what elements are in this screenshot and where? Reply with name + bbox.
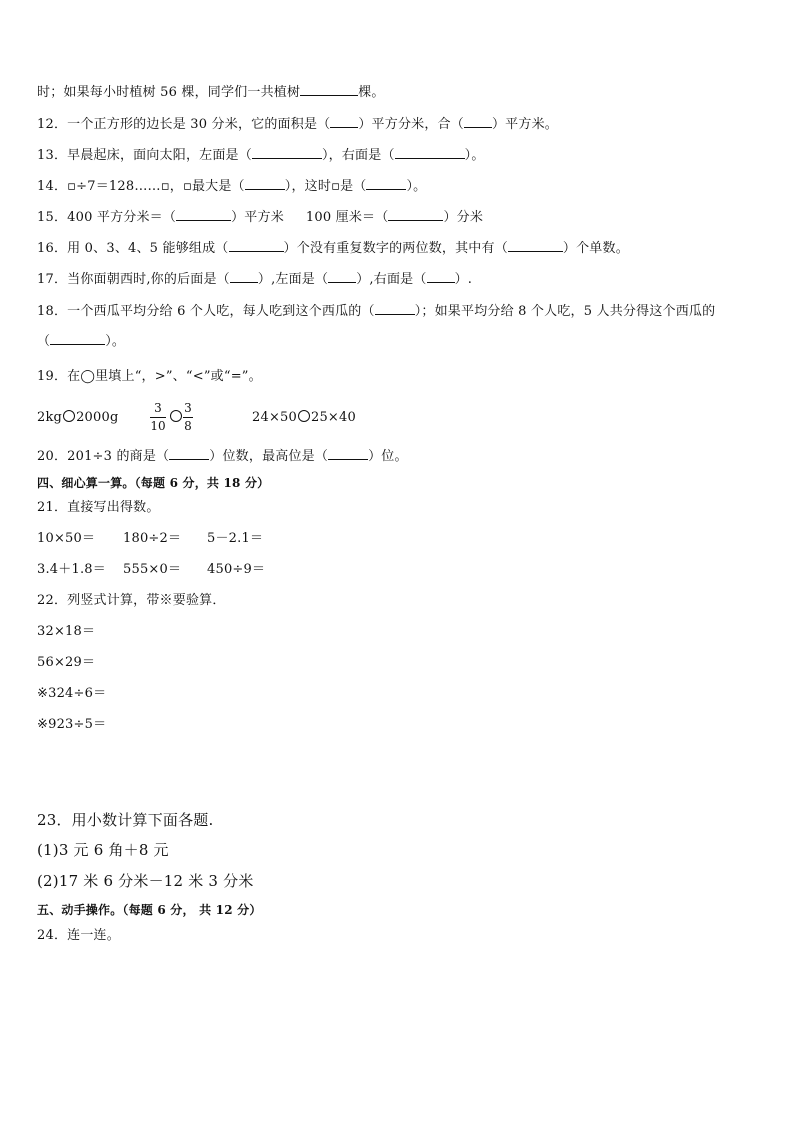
answer-blank[interactable] (427, 271, 455, 283)
answer-blank[interactable] (229, 240, 284, 252)
q24: 24．连一连。 (37, 928, 120, 943)
answer-blank[interactable] (50, 333, 105, 345)
answer-blank[interactable] (230, 271, 258, 283)
q22: 22．列竖式计算，带※要验算． (37, 593, 226, 608)
compare-circle[interactable] (63, 410, 75, 422)
answer-blank[interactable] (366, 178, 406, 190)
q23-item: (1)3 元 6 角＋8 元 (37, 841, 169, 859)
answer-blank[interactable] (508, 240, 563, 252)
q12: 12．一个正方形的边长是 30 分米，它的面积是（ ）平方分米，合（ ）平方米。 (37, 117, 558, 132)
q11-tail: 时；如果每小时植树 56 棵，同学们一共植树 棵。 (37, 85, 385, 100)
compare-circle[interactable] (170, 410, 182, 422)
q19-item-3: 24×50 25×40 (252, 410, 356, 425)
q21-row-1: 10×50＝ 180÷2＝ 5－2.1＝ (37, 531, 264, 546)
q22-item: ※923÷5＝ (37, 717, 107, 732)
q19: 19．在◯里填上“，>”、“<”或“=”。 (37, 369, 262, 384)
answer-blank[interactable] (300, 84, 358, 96)
compare-circle-wrap (169, 410, 183, 426)
answer-blank[interactable] (245, 178, 285, 190)
q23-item: (2)17 米 6 分米－12 米 3 分米 (37, 872, 254, 890)
q21: 21．直接写出得数。 (37, 500, 160, 515)
q18: 18．一个西瓜平均分给 6 个人吃，每人吃到这个西瓜的（ ）；如果平均分给 8 个人吃，5 人共分得这个西瓜的 (37, 304, 716, 319)
answer-blank[interactable] (252, 147, 322, 159)
q22-item: ※324÷6＝ (37, 686, 107, 701)
q22-item: 56×29＝ (37, 655, 96, 670)
q18-cont: （ ）。 (37, 334, 126, 349)
answer-blank[interactable] (328, 448, 368, 460)
section-4-heading: 四、细心算一算。（每题 6 分，共 18 分） (37, 476, 270, 490)
answer-blank[interactable] (330, 116, 358, 128)
answer-blank[interactable] (375, 303, 415, 315)
q15: 15．400 平方分米＝（ ）平方米 100 厘米＝（ ）分米 (37, 210, 484, 225)
q19-item-1: 2kg 2000g (37, 410, 119, 425)
answer-blank[interactable] (176, 209, 231, 221)
section-5-heading: 五、动手操作。（每题 6 分， 共 12 分） (37, 903, 262, 917)
q13: 13．早晨起床，面向太阳，左面是（ ），右面是（ ）。 (37, 148, 485, 163)
answer-blank[interactable] (464, 116, 492, 128)
answer-blank[interactable] (395, 147, 465, 159)
answer-blank[interactable] (328, 271, 356, 283)
compare-circle[interactable] (298, 410, 310, 422)
q21-row-2: 3.4＋1.8＝ 555×0＝ 450÷9＝ (37, 562, 266, 577)
answer-blank[interactable] (388, 209, 443, 221)
q22-item: 32×18＝ (37, 624, 96, 639)
fraction-3-10: 3 10 (150, 401, 166, 433)
q23: 23．用小数计算下面各题. (37, 811, 214, 829)
q16: 16．用 0、3、4、5 能够组成（ ）个没有重复数字的两位数，其中有（ ）个单数。 (37, 241, 629, 256)
answer-blank[interactable] (169, 448, 209, 460)
fraction-3-8: 3 8 (184, 401, 192, 433)
q17: 17．当你面朝西时,你的后面是（ ）,左面是（ ）,右面是（ ）. (37, 272, 473, 287)
q20: 20．201÷3 的商是（ ）位数，最高位是（ ）位。 (37, 449, 408, 464)
q14: 14．▫÷7＝128……▫，▫最大是（ ），这时▫是（ ）。 (37, 179, 427, 194)
